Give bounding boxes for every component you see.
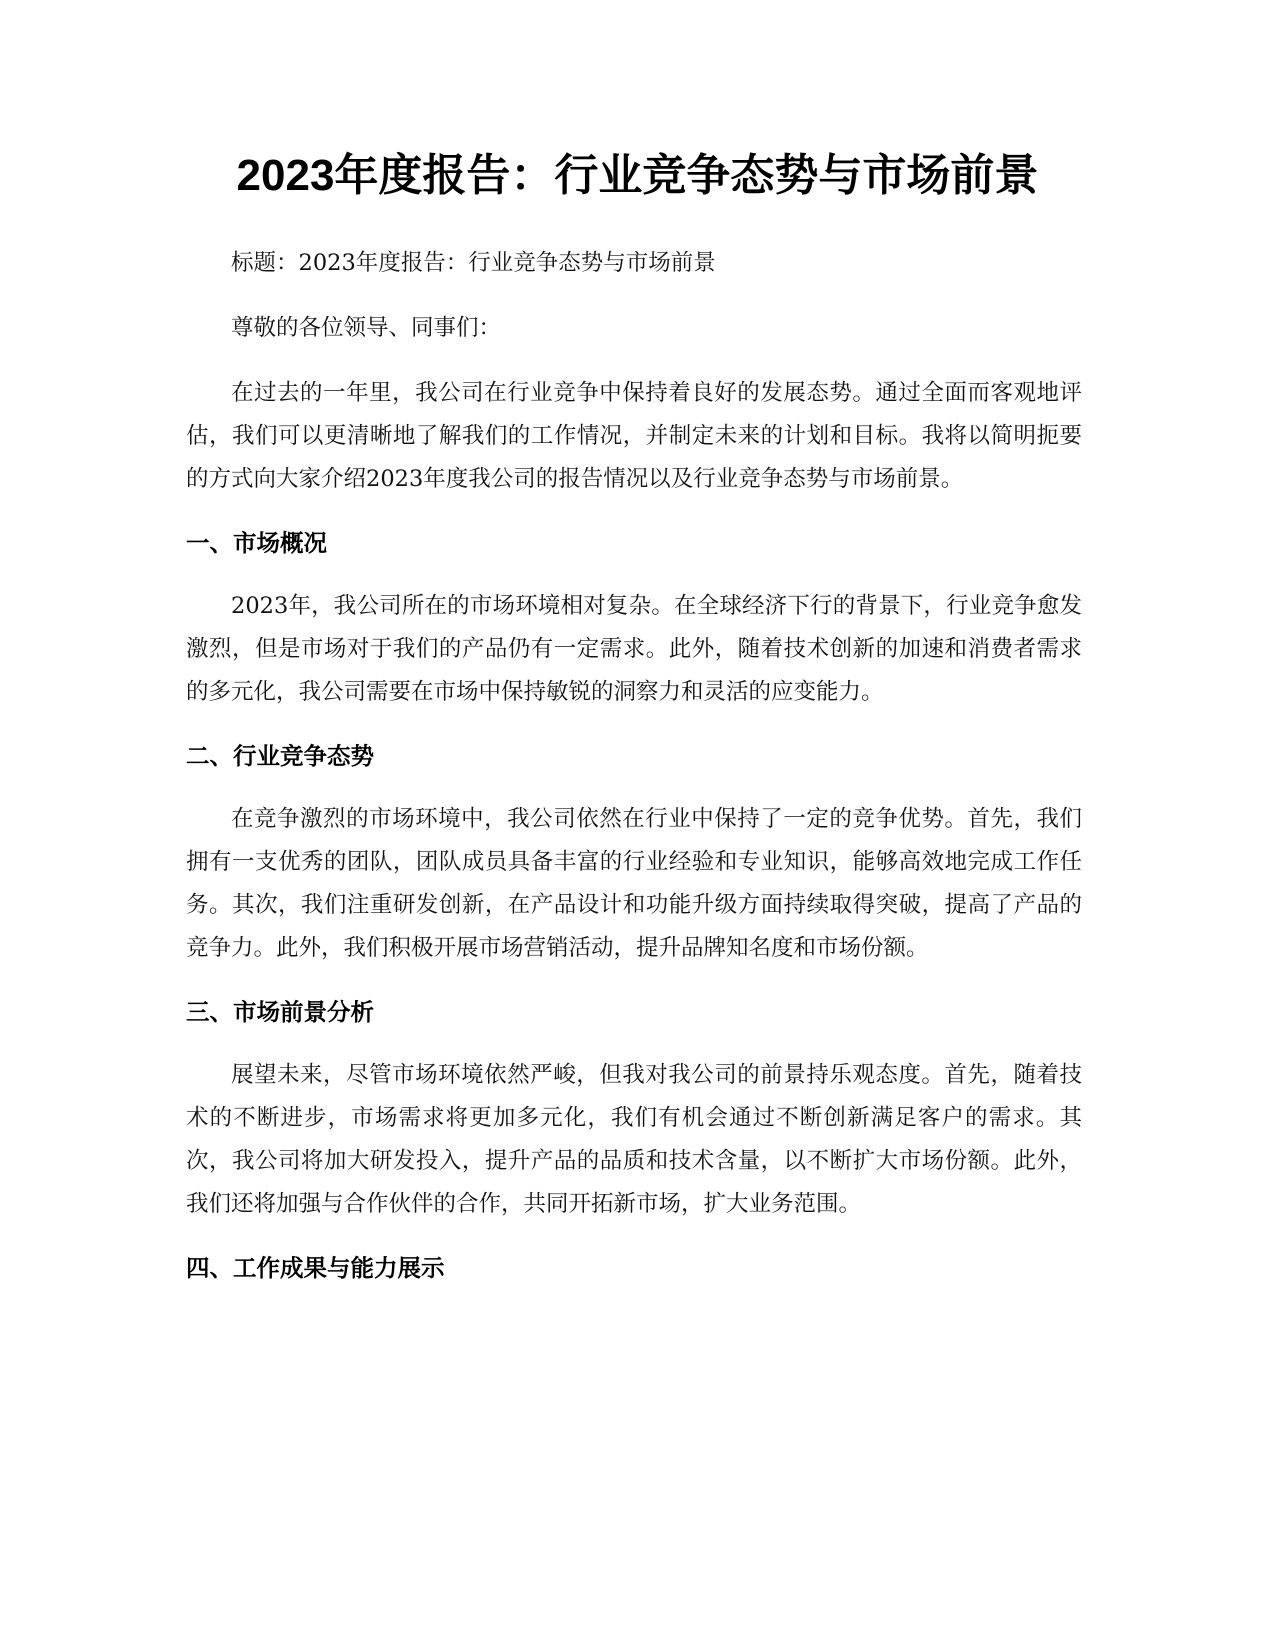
- section-heading-competition: 二、行业竞争态势: [186, 742, 374, 770]
- section-heading-outlook: 三、市场前景分析: [186, 998, 374, 1026]
- intro-paragraph: 在过去的一年里，我公司在行业竞争中保持着良好的发展态势。通过全面而客观地评估，我们可以更清晰地了解我们的工作情况，并制定未来的计划和目标。我将以简明扼要的方式向大家介绍2023年度我公司的报告情况以及行业竞争态势与市场前景。: [186, 380, 1082, 492]
- document-body: [186, 242, 1082, 1310]
- section-heading-market-overview: 一、市场概况: [186, 529, 327, 557]
- section-paragraph-competition: 在竞争激烈的市场环境中，我公司依然在行业中保持了一定的竞争优势。首先，我们拥有一支优秀的团队，团队成员具备丰富的行业经验和专业知识，能够高效地完成工作任务。其次，我们注重研发创新，在产品设计和功能升级方面持续取得突破，提高了产品的竞争力。此外，我们积极开展市场营销活动，提升品牌知名度和市场份额。: [186, 806, 1082, 961]
- section-heading-achievements: 四、工作成果与能力展示: [186, 1254, 445, 1282]
- section-paragraph-outlook: 展望未来，尽管市场环境依然严峻，但我对我公司的前景持乐观态度。首先，随着技术的不断进步，市场需求将更加多元化，我们有机会通过不断创新满足客户的需求。其次，我公司将加大研发投入，提升产品的品质和技术含量，以不断扩大市场份额。此外，我们还将加强与合作伙伴的合作，共同开拓新市场，扩大业务范围。: [186, 1062, 1082, 1217]
- section-paragraph-market-overview: 2023年，我公司所在的市场环境相对复杂。在全球经济下行的背景下，行业竞争愈发激烈，但是市场对于我们的产品仍有一定需求。此外，随着技术创新的加速和消费者需求的多元化，我公司需要在市场中保持敏锐的洞察力和灵活的应变能力。: [186, 593, 1082, 705]
- salutation: 尊敬的各位领导、同事们：: [231, 315, 502, 341]
- subject-line: 标题：2023年度报告：行业竞争态势与市场前景: [231, 250, 716, 276]
- document-title: 2023年度报告：行业竞争态势与市场前景: [236, 151, 1039, 200]
